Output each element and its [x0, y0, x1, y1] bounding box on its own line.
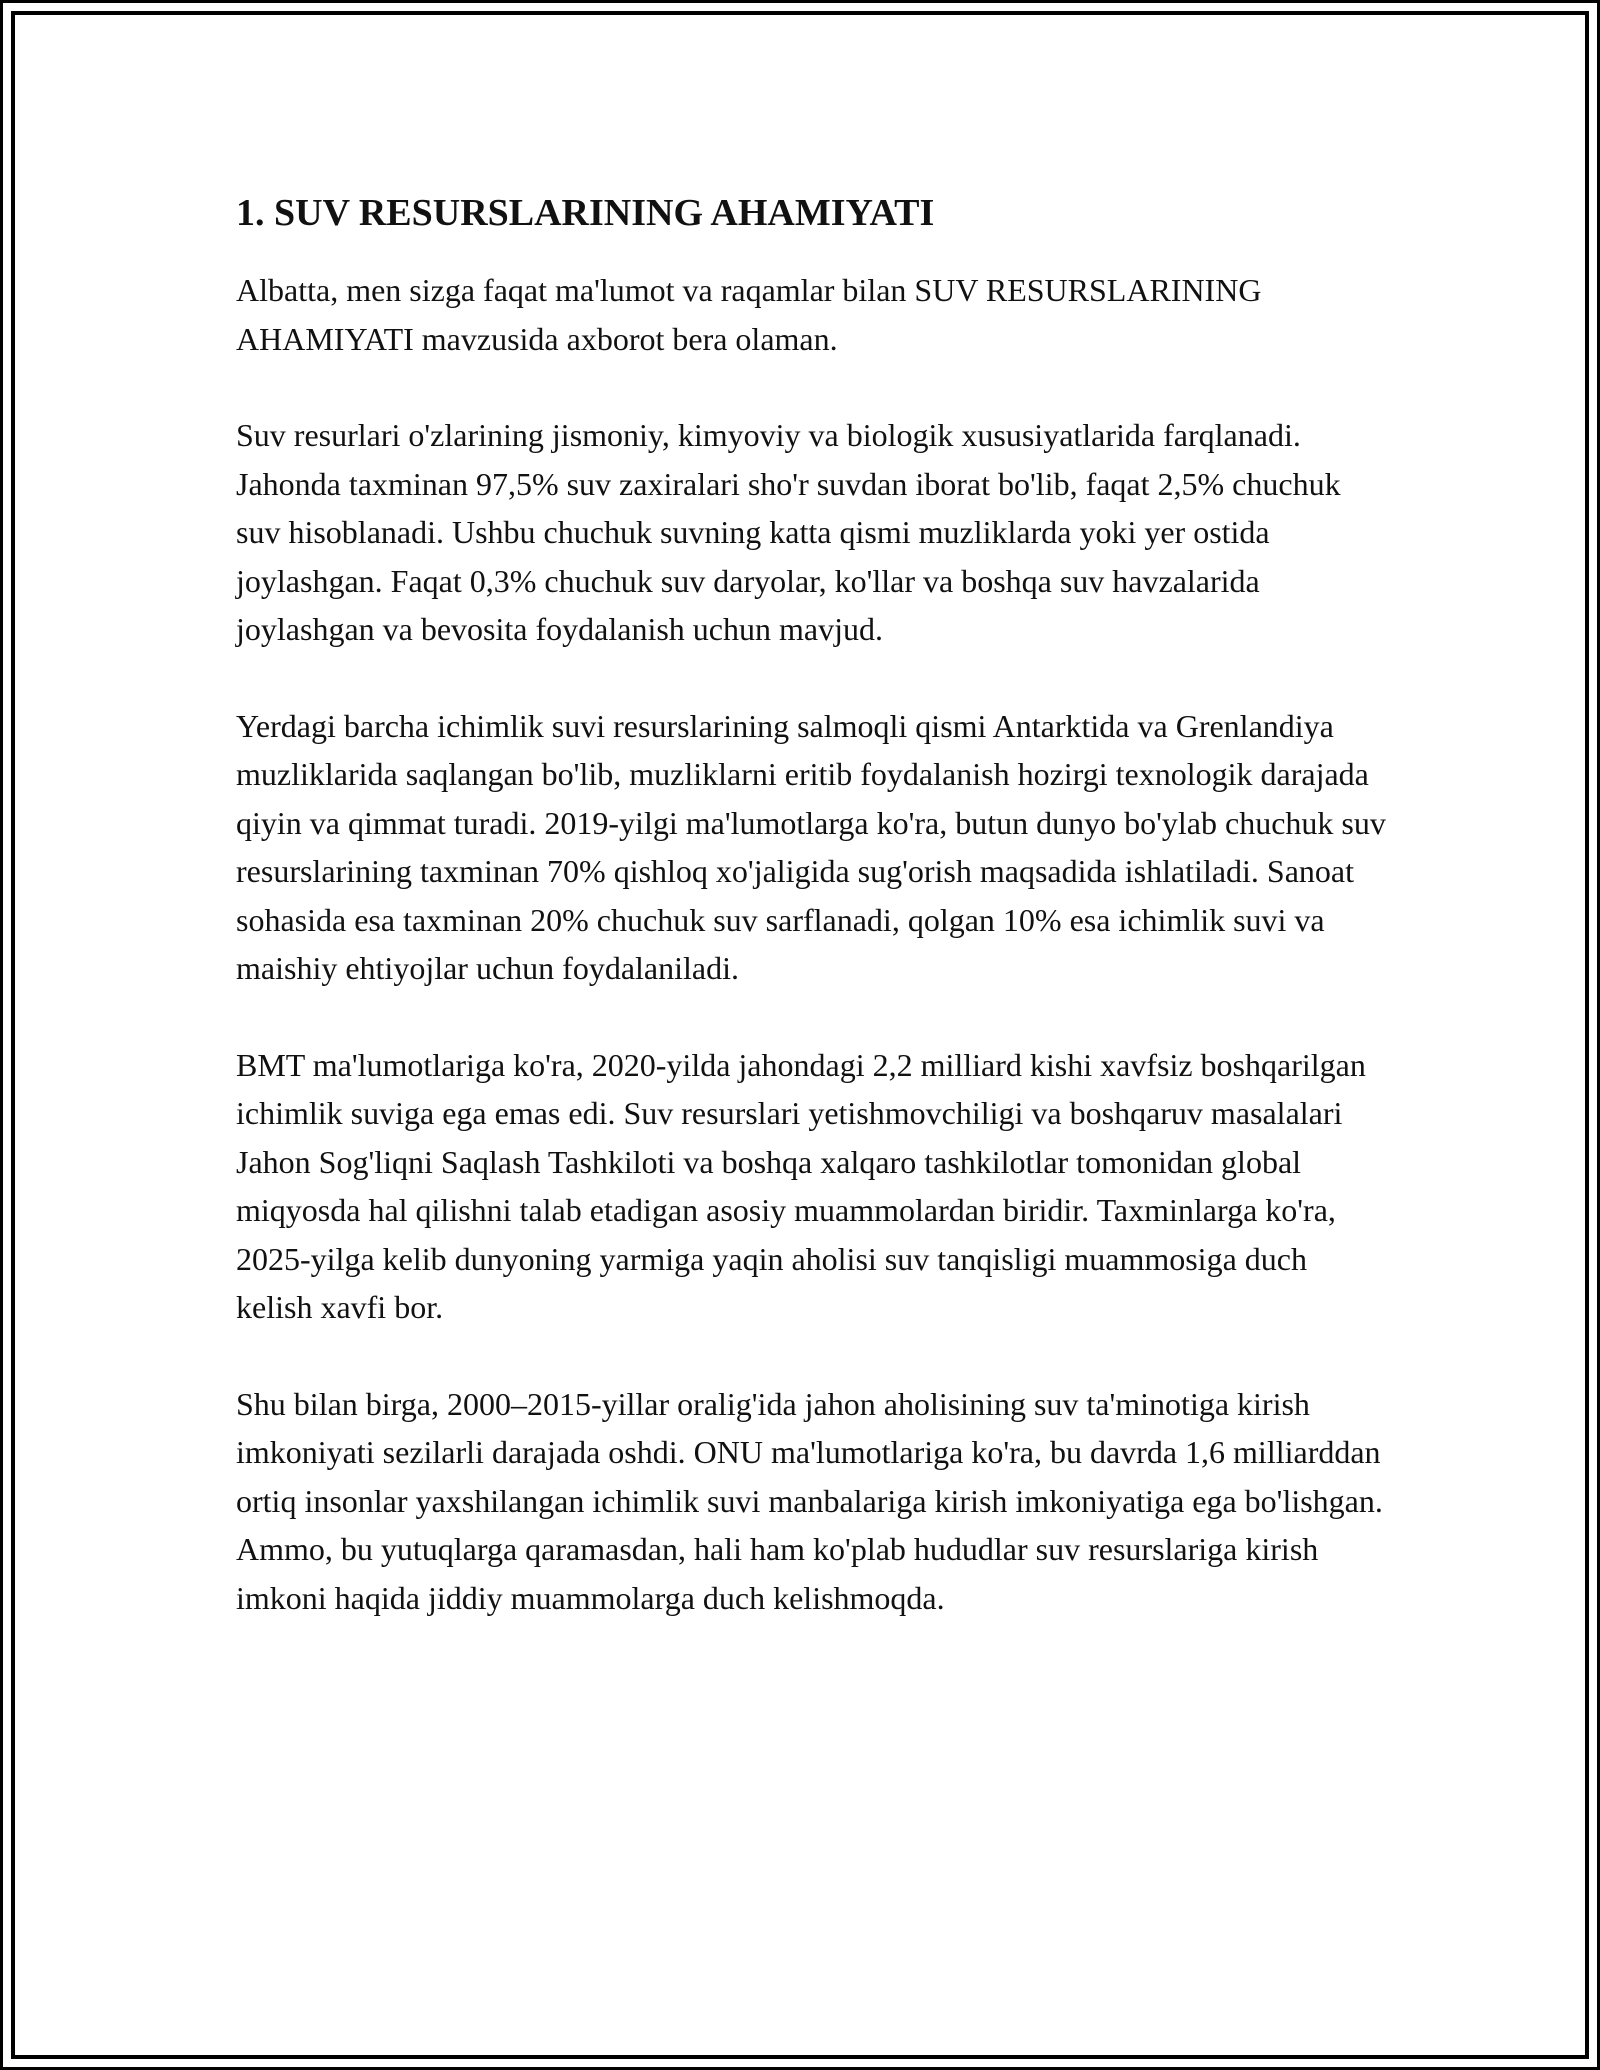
- paragraph-water-composition: Suv resurlari o'zlarining jismoniy, kimyoviy va biologik xususiyatlarida farqlanadi. Jahonda taxminan 97,5% suv zaxiralari sho'r suvdan iborat bo'lib, faqat 2,5% chuchuk suv hisoblanadi. Ushbu chuchuk suvning katta qismi muzliklarda yoki yer ostida joylashgan. Faqat 0,3% chuchuk suv daryolar, ko'llar va boshqa suv havzalarida joylashgan va bevosita foydalanish uchun mavjud.: [236, 417, 1341, 647]
- paragraph-access-progress: Shu bilan birga, 2000–2015-yillar oralig'ida jahon aholisining suv ta'minotiga kirish imkoniyati sezilarli darajada oshdi. ONU ma'lumotlariga ko'ra, bu davrda 1,6 milliarddan ortiq insonlar yaxshilangan ichimlik suvi manbalariga kirish imkoniyatiga ega bo'lishgan. Ammo, bu yutuqlarga qaramasdan, hali ham ko'plab hududlar suv resurslariga kirish imkoni haqida jiddiy muammolarga duch kelishmoqda.: [236, 1385, 1383, 1616]
- paragraph-un-data: BMT ma'lumotlariga ko'ra, 2020-yilda jahondagi 2,2 milliard kishi xavfsiz boshqarilgan ichimlik suviga ega emas edi. Suv resurslari yetishmovchiligi va boshqaruv masalalari Jahon Sog'liqni Saqlash Tashkiloti va boshqa xalqaro tashkilotlar tomonidan global miqyosda hal qilishni talab etadigan asosiy muammolardan biridir. Taxminlarga ko'ra, 2025-yilga kelib dunyoning yarmiga yaqin aholisi suv tanqisligi muammosiga duch kelish xavfi bor.: [236, 1046, 1366, 1325]
- paragraph-water-usage: Yerdagi barcha ichimlik suvi resurslarining salmoqli qismi Antarktida va Grenlandiya muzliklarida saqlangan bo'lib, muzliklarni eritib foydalanish hozirgi texnologik darajada qiyin va qimmat turadi. 2019-yilgi ma'lumotlarga ko'ra, butun dunyo bo'ylab chuchuk suv resurslarining taxminan 70% qishloq xo'jaligida sug'orish maqsadida ishlatiladi. Sanoat sohasida esa taxminan 20% chuchuk suv sarflanadi, qolgan 10% esa ichimlik suvi va maishiy ehtiyojlar uchun foydalaniladi.: [236, 707, 1386, 986]
- document-title: 1. SUV RESURSLARINING AHAMIYATI: [236, 192, 935, 234]
- paragraph-intro: Albatta, men sizga faqat ma'lumot va raqamlar bilan SUV RESURSLARINING AHAMIYATI mavzusida axborot bera olaman.: [236, 272, 1262, 357]
- document-body: [236, 188, 1386, 1670]
